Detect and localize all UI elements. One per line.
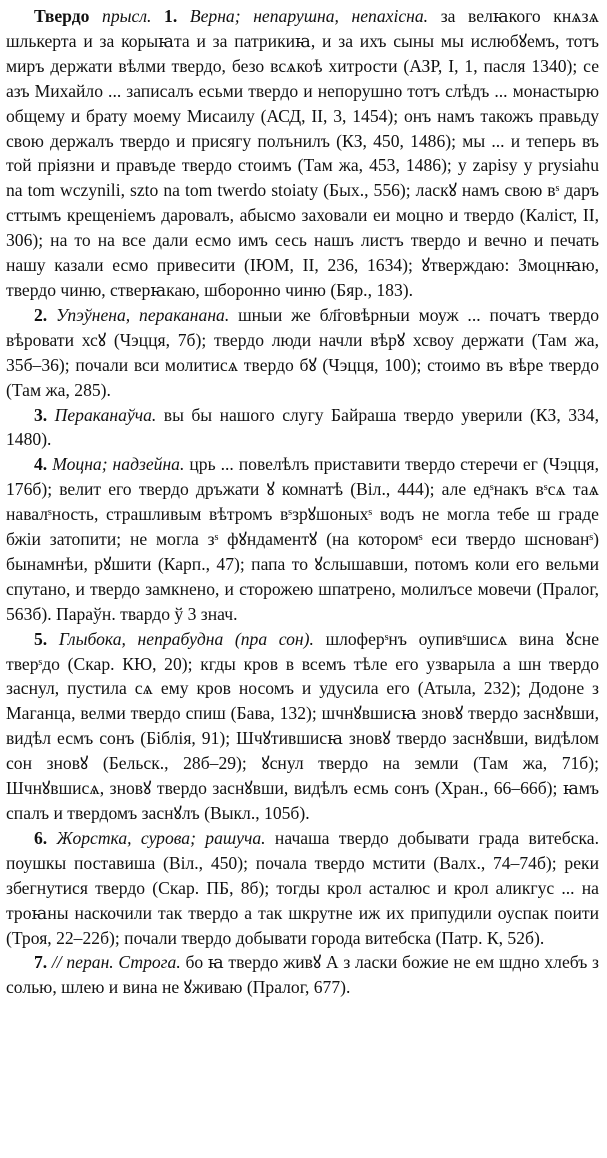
- sense-number: 4.: [34, 454, 48, 475]
- sense-definition: Глыбока, непрабудна (пра сон).: [58, 628, 314, 649]
- sense-definition: // перан. Строга.: [51, 952, 181, 973]
- sense-definition: Верна; непарушна, непахiсна.: [189, 6, 429, 26]
- sense-citations: начаша твердо добывати града витебска. поушкы поставиша (Вiл., 450); почала твердо мстити (Валх., 74–74б); реки збегнутися твердо (Скар. ПБ, 8б); тогды крол асталюс и крол аликгус ... на троꙗны наскочили так твердо а так шкрутне иж их припудили оуспак поити (Троя, 22–22б); почали твердо добывати города витебска (Патр. К, 52б).: [6, 827, 599, 948]
- sense-definition: Жорстка, сурова; рашуча.: [56, 827, 266, 848]
- sense-number: 2.: [34, 304, 48, 325]
- part-of-speech: прысл.: [102, 6, 152, 26]
- sense-citations: шлоферˢнъ оупивˢшисѧ вина ꙋсне тверˢдо (Скар. КЮ, 20); кгды кров в всемъ тѣле его узварыла а шн твердо заснул, пустила сѧ ему кров носомъ и удусила его (Атыла, 232); Додоне з Маганца, велми твердо спиш (Бава, 132); шчнꙋвшисꙗ зновꙋ твердо заснꙋвши, видѣл есмъ сонъ (Бiблiя, 91); Шчꙋтившисꙗ зновꙋ твердо заснꙋвши, видѣлом сон зновꙋ (Бельск., 28б–29); ꙋснул твердо на земли (Там жа, 71б); Шчнꙋвшисѧ, зновꙋ твердо заснꙋвши, видѣлъ есмь сонъ (Хран., 66–66б); ꙗмъ спалъ и твердомъ заснꙋлъ (Выкл., 105б).: [6, 628, 600, 823]
- sense-1: [6, 4, 599, 303]
- sense-number: 6.: [34, 827, 48, 848]
- sense-7: [6, 950, 599, 1000]
- sense-number: 1.: [164, 6, 178, 26]
- headword: Твердо: [34, 6, 90, 26]
- sense-definition: Упэўнена, пераканана.: [56, 304, 230, 325]
- sense-number: 3.: [34, 404, 48, 425]
- sense-definition: Моцна; надзейна.: [52, 454, 185, 475]
- sense-citations: црь ... повелѣлъ приставити твердо стеречи ег (Чэцця, 176б); велит его твердо дръжати ꙋ комнатѣ (Вiл., 444); але едˢнакъ вˢсѧ таѧ навалˢность, страшливым вѣтромъ вˢзрꙋшоныхˢ водъ не могла тебе ш граде бжiи затопити; не могла зˢ фꙋндаментꙋ (на которомˢ еси твердо шснованˢ) бынамнѣи, рꙋшити (Карп., 47); папа то ꙋслышавши, потомъ коли его вельми спутано, и твердо замкнено, и сторожею шпатрено, молилъсе мовечи (Пралог, 563б). Параўн. твардо ў 3 знач.: [6, 454, 599, 624]
- sense-6: [6, 826, 599, 951]
- sense-number: 5.: [34, 628, 48, 649]
- sense-citations: за велꙗкого кнѧзѧ шлькерта и за корыꙗта и за патрикиꙗ, и за ихъ сыны мы ислюбꙋемъ, тотъ миръ держати вѣлми твердо, безо всѧкоѣ хитрости (АЗР, I, 1, пасля 1340); се азъ Михайло ... записалъ есьми твердо и непорушно тотъ слѣдъ ... монастырю общему и брату моему Мисаилу (АСД, II, 3, 1454); онъ намъ такожъ правьду свою держалъ твердо и присягу полънилъ (КЗ, 450, 1486); мы ... и теперь въ той прiязни и правъде твердо стоимъ (Там жа, 453, 1486); y zapisy y prysiahu na tom wczynili, szto na tom twerdo stoiaty (Бых., 556); ласкꙋ намъ свою вˢ даръ сттымъ крещенiемъ даровалъ, абысмо заховали еи моцно и твердо (Калiст, II, 306); на то на все дали есмо имъ сесь нашъ листъ твердо и вечно и печать нашу казали есмо привесити (IЮМ, II, 236, 1634); ꙋтверждаю: Змоцнꙗю, твердо чиню, стверꙗкаю, шборонно чиню (Бяр., 183).: [6, 6, 599, 300]
- sense-definition: Пераканаўча.: [54, 404, 157, 425]
- sense-citations: вы бы нашого слугу Байраша твердо уверили (КЗ, 334, 1480).: [6, 404, 599, 450]
- sense-citations: бо ꙗ твердо живꙋ А з ласки божие не ем шдно хлебъ з солью, шлею и вина не ꙋживаю (Пралог, 677).: [6, 952, 600, 998]
- sense-number: 7.: [34, 952, 48, 973]
- sense-5: [6, 627, 599, 826]
- sense-3: [6, 403, 599, 453]
- sense-2: [6, 303, 599, 403]
- sense-citations: шныи же бл҃говѣрныи моуж ... початъ твердо вѣровати хсꙋ (Чэцця, 7б); твердо люди начли вѣрꙋ хсвоу держати (Там жа, 35б–36); почали вси молитисѧ твердо бꙋ (Чэцця, 100); стоимо въ вѣре твердо (Там жа, 285).: [6, 304, 600, 400]
- sense-4: [6, 452, 599, 626]
